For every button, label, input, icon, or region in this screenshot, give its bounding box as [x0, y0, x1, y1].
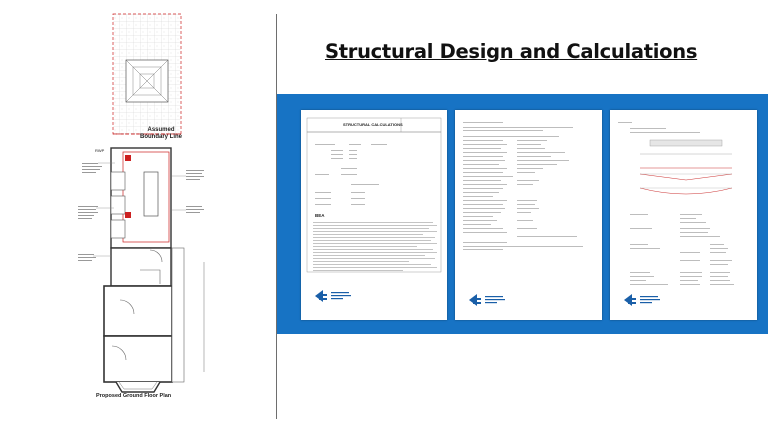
page-title: Structural Design and Calculations — [325, 40, 698, 63]
plan-title: Proposed Ground Floor Plan — [96, 393, 172, 399]
page1-heading: STRUCTURAL CALCULATIONS — [343, 122, 403, 127]
boundary-label-line1: Assumed — [147, 127, 175, 133]
floor-plan-drawing — [0, 0, 275, 433]
company-logo-3 — [624, 294, 660, 306]
floor-plan-svg — [0, 0, 275, 433]
page2-lines — [455, 110, 602, 320]
company-logo-1 — [315, 290, 351, 302]
boundary-label — [137, 127, 185, 141]
page1-section: BEA — [315, 213, 325, 218]
document-page-1 — [301, 110, 447, 320]
rwp-label: RWP — [95, 148, 105, 153]
document-page-3 — [610, 110, 757, 320]
page3-lines — [610, 110, 757, 320]
document-page-2 — [455, 110, 602, 320]
company-logo-2 — [469, 294, 505, 306]
boundary-label-line2: Boundary Line — [139, 134, 182, 140]
